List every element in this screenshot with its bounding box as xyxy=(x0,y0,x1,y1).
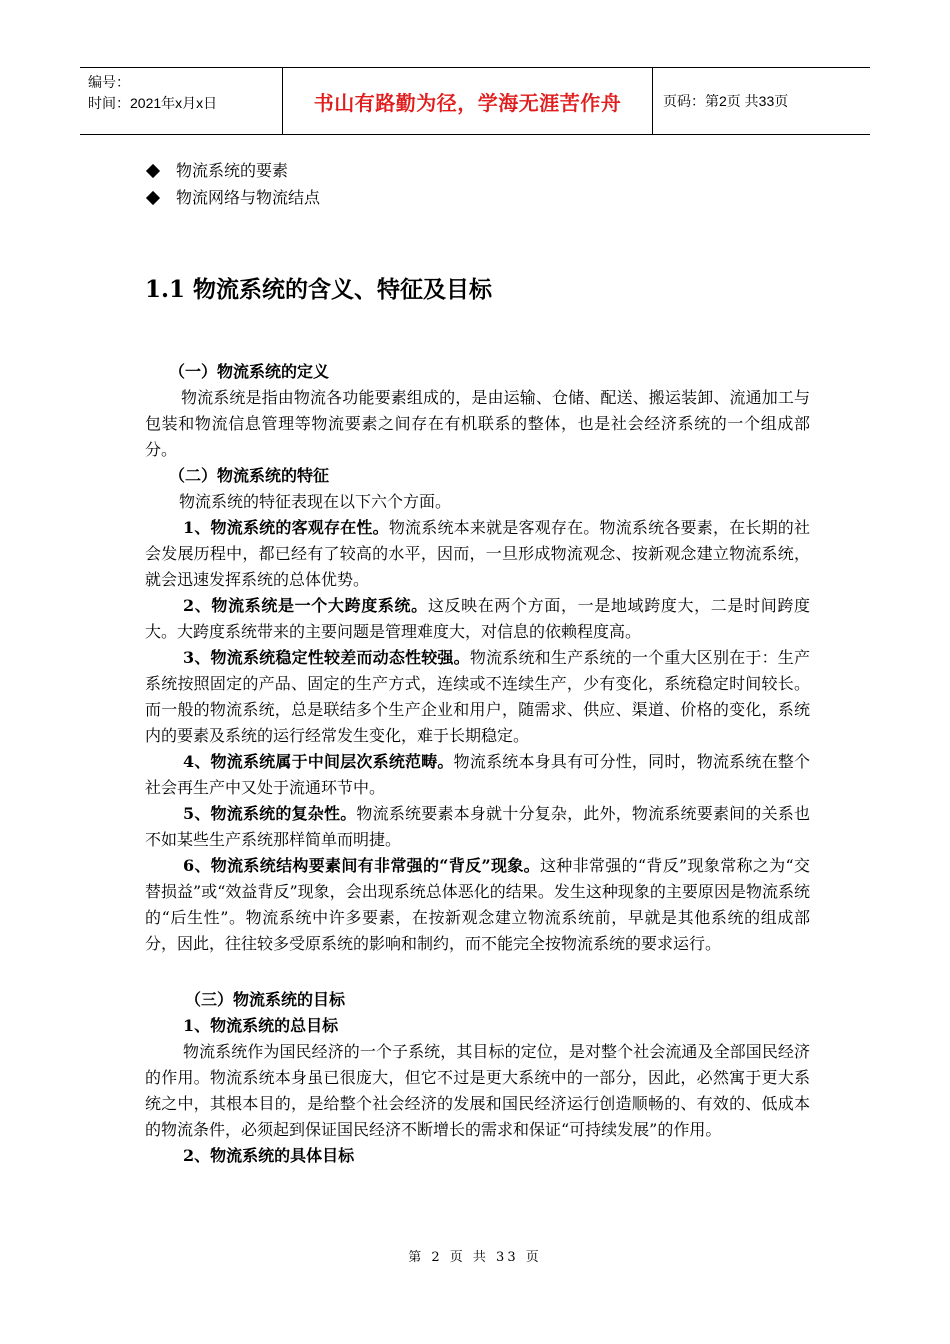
bullet-text: 物流网络与物流结点 xyxy=(176,187,321,207)
page-footer: 第 2 页 共 33 页 xyxy=(408,1250,542,1265)
bullet-text: 物流系统的要素 xyxy=(176,160,289,180)
feature-title: 6、物流系统结构要素间有非常强的“背反”现象。 xyxy=(183,856,540,875)
goals-sub1-heading: 1、物流系统的总目标 xyxy=(183,1016,339,1035)
header-meta xyxy=(80,68,283,134)
feature-title: 3、物流系统稳定性较差而动态性较强。 xyxy=(183,648,470,667)
feature-title: 4、物流系统属于中间层次系统范畴。 xyxy=(183,752,454,771)
bullet-item xyxy=(145,184,810,211)
feature-item xyxy=(145,645,810,749)
goals-sub2-heading: 2、物流系统的具体目标 xyxy=(183,1146,355,1165)
feature-title: 5、物流系统的复杂性。 xyxy=(183,804,357,823)
bullet-item xyxy=(145,157,810,184)
definition-text: 物流系统是指由物流各功能要素组成的，是由运输、仓储、配送、搬运装卸、流通加工与包装和物流信息管理等物流要素之间存在有机联系的整体，也是社会经济系统的一个组成部分。 xyxy=(145,388,810,459)
header-page-info: 页码：第2页 共33页 xyxy=(663,93,789,109)
feature-text: 这反映在两个方面，一是地域跨度大，二是时间跨度大。大跨度系统带来的主要问题是管理难度大，对信息的依赖程度高。 xyxy=(145,596,810,641)
number-label: 编号： xyxy=(88,74,130,90)
document-body xyxy=(145,157,810,1169)
feature-title: 2、物流系统是一个大跨度系统。 xyxy=(183,596,428,615)
date-line: 时间：2021年x月x日 xyxy=(88,95,218,111)
feature-item xyxy=(145,749,810,801)
feature-text: 物流系统要素本身就十分复杂，此外，物流系统要素间的关系也不如某些生产系统那样简单而明捷。 xyxy=(145,804,810,849)
goals-sub1-text: 物流系统作为国民经济的一个子系统，其目标的定位，是对整个社会流通及全部国民经济的作用。物流系统本身虽已很庞大，但它不过是更大系统中的一部分，因此，必然寓于更大系统之中，其根本目的，是给整个社会经济的发展和国民经济运行创造顺畅的、有效的、低成本的物流条件，必须起到保证国民经济不断增长的需求和保证“可持续发展”的作用。 xyxy=(145,1042,810,1139)
page-header xyxy=(80,67,870,135)
feature-text: 物流系统本身具有可分性，同时，物流系统在整个社会再生产中又处于流通环节中。 xyxy=(145,752,810,797)
definition-heading: （一）物流系统的定义 xyxy=(169,362,330,381)
header-motto: 书山有路勤为径，学海无涯苦作舟 xyxy=(283,68,653,134)
feature-title: 1、物流系统的客观存在性。 xyxy=(183,518,389,537)
feature-item xyxy=(145,801,810,853)
diamond-bullet-icon xyxy=(146,163,160,177)
feature-text: 物流系统和生产系统的一个重大区别在于：生产系统按照固定的产品、固定的生产方式，连续或不连续生产，少有变化，系统稳定时间较长。而一般的物流系统，总是联结多个生产企业和用户，随需求、供应、渠道、价格的变化，系统内的要素及系统的运行经常发生变化，难于长期稳定。 xyxy=(145,648,810,745)
features-intro: 物流系统的特征表现在以下六个方面。 xyxy=(179,492,452,511)
feature-item xyxy=(145,593,810,645)
section-title: 1.1 物流系统的含义、特征及目标 xyxy=(145,276,493,303)
features-heading: （二）物流系统的特征 xyxy=(169,466,330,485)
feature-item xyxy=(145,853,810,957)
feature-item xyxy=(145,515,810,593)
feature-text: 这种非常强的“背反”现象常称之为“交替损益”或“效益背反”现象，会出现系统总体恶化的结果。发生这种现象的主要原因是物流系统的“后生性”。物流系统中许多要素，在按新观念建立物流系统前，早就是其他系统的组成部分，因此，往往较多受原系统的影响和制约，而不能完全按物流系统的要求运行。 xyxy=(145,856,810,953)
goals-heading: （三）物流系统的目标 xyxy=(185,990,346,1009)
diamond-bullet-icon xyxy=(146,190,160,204)
feature-text: 物流系统本来就是客观存在。物流系统各要素，在长期的社会发展历程中，都已经有了较高的水平，因而，一旦形成物流观念、按新观念建立物流系统，就会迅速发挥系统的总体优势。 xyxy=(145,518,810,589)
